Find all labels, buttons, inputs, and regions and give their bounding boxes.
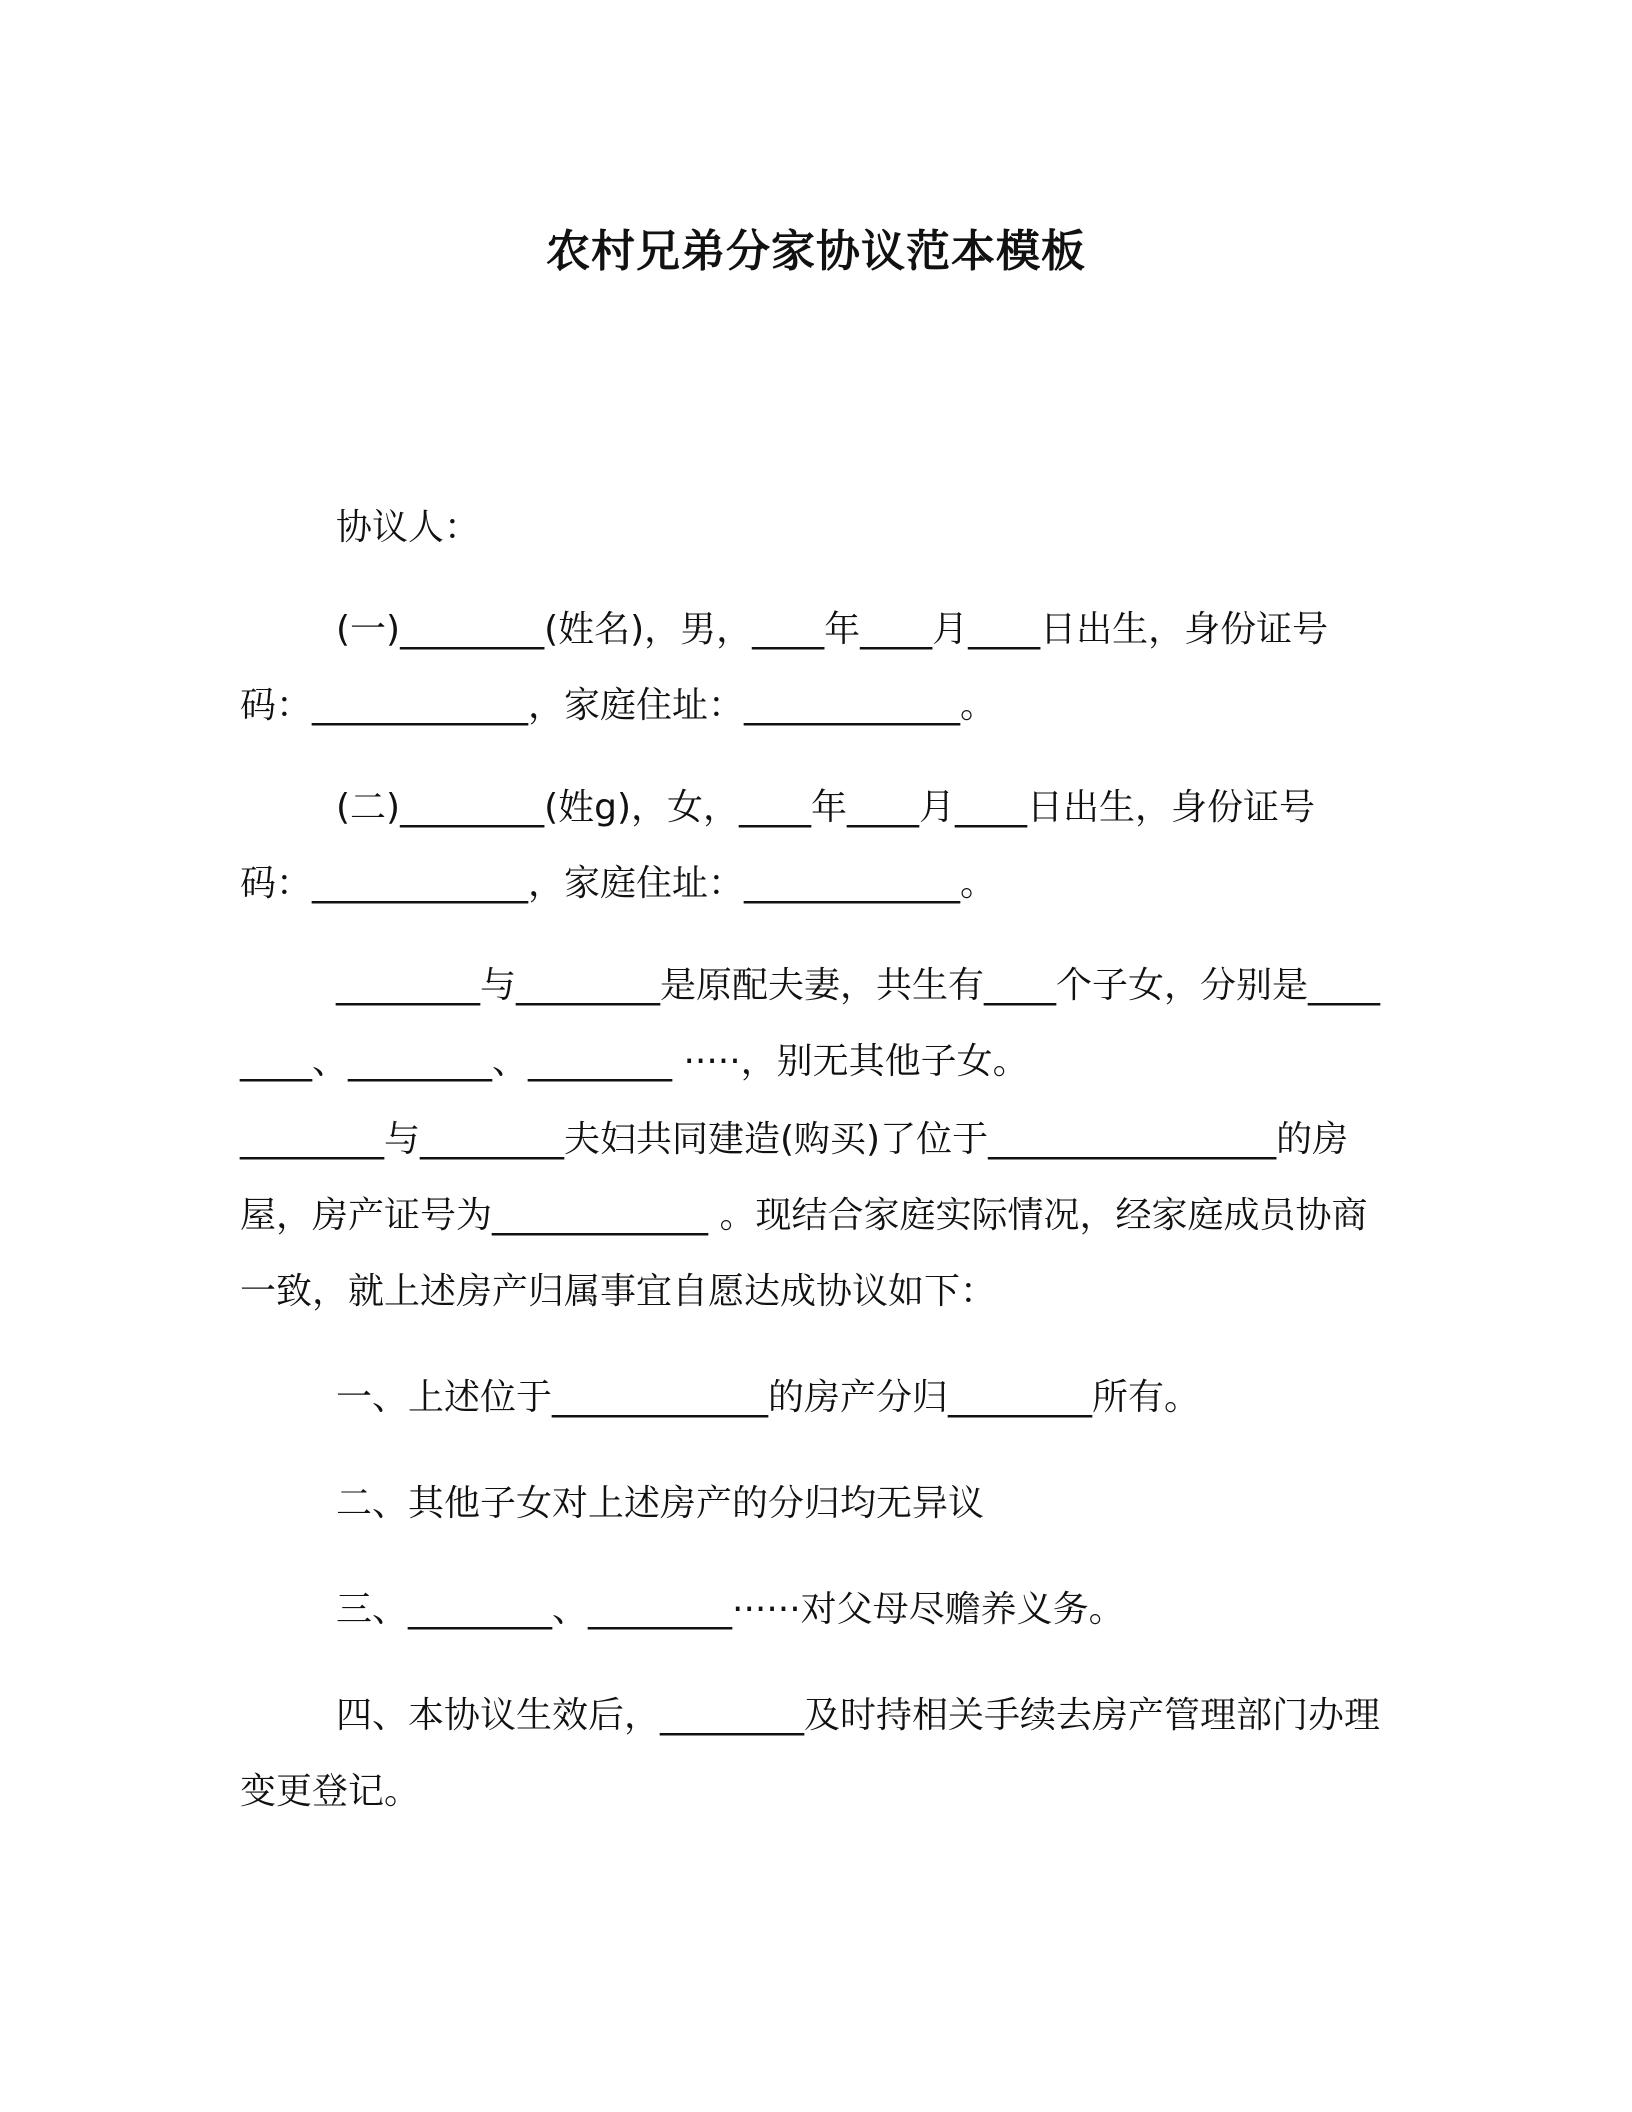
article-two: 二、其他子女对上述房产的分归均无异议: [336, 1483, 985, 1524]
article-three: 三、________、________······对父母尽赡养义务。: [336, 1589, 1125, 1630]
article-four: 四、本协议生效后，________及时持相关手续去房产管理部门办理变更登记。: [240, 1695, 1381, 1812]
parties-heading: 协议人：: [336, 507, 481, 548]
article-one: 一、上述位于____________的房产分归________所有。: [336, 1377, 1201, 1418]
property-background-clause: ________与________夫妇共同建造(购买)了位于________________的房屋，房产证号为____________ 。现结合家庭实际情况，经家庭成员协商一致，就上述房产归属事宜自愿达成协议如下：: [240, 1119, 1368, 1312]
document-title: 农村兄弟分家协议范本模板: [546, 226, 1086, 277]
party-two-clause: (二)________(姓g)，女，____年____月____日出生，身份证号码：____________，家庭住址：____________。: [240, 787, 1316, 904]
document-body: [240, 490, 1380, 1830]
family-children-clause: ________与________是原配夫妻，共生有____个子女，分别是________、________、________ ·····，别无其他子女。: [240, 965, 1381, 1082]
party-one-clause: (一)________(姓名)，男，____年____月____日出生，身份证号码：____________，家庭住址：____________。: [240, 609, 1329, 726]
